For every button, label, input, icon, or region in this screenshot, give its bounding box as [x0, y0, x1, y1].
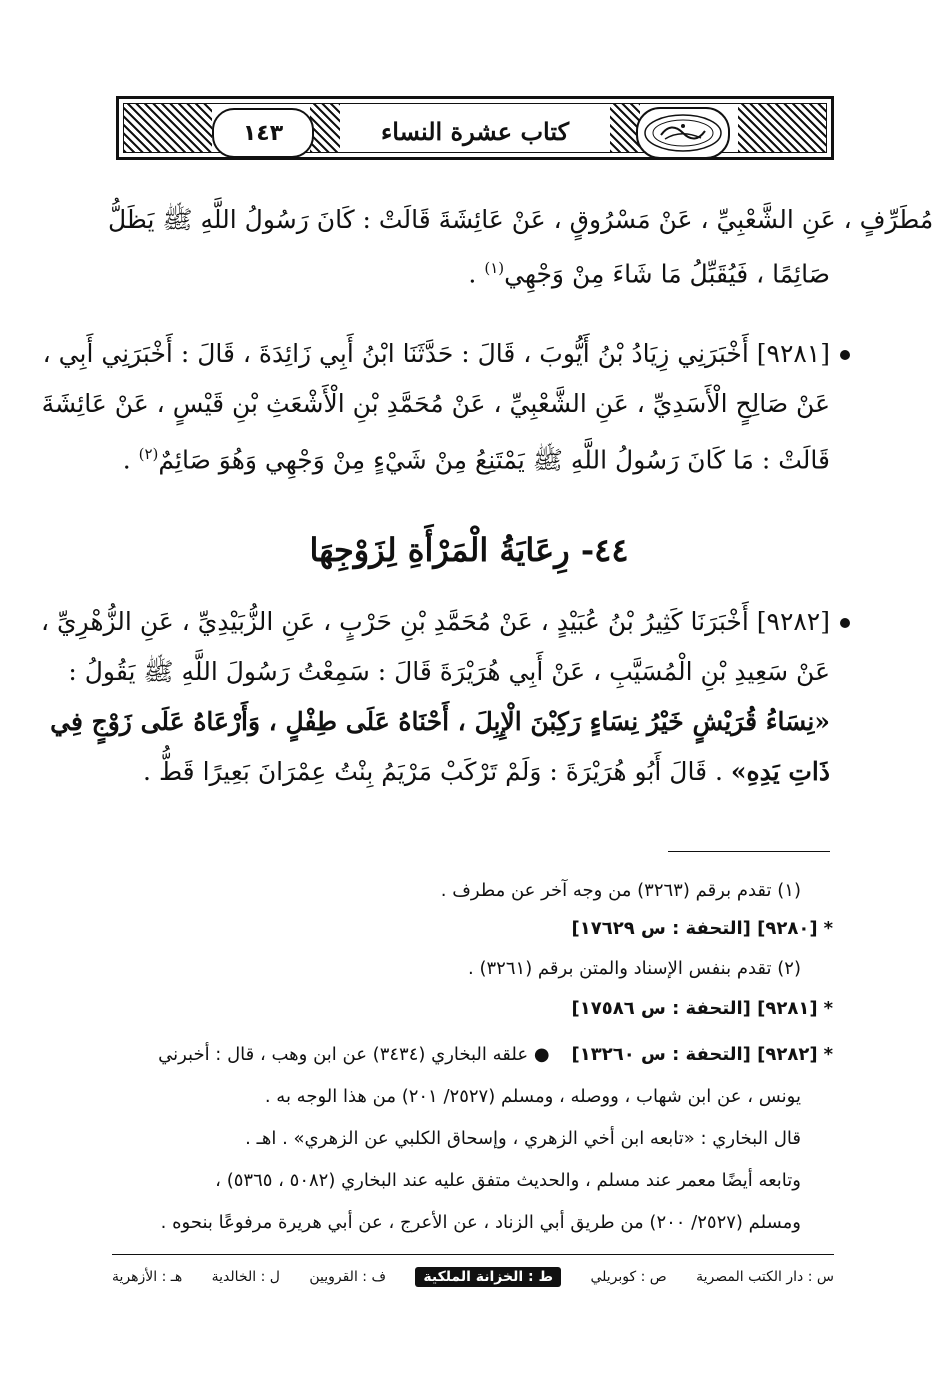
text-line-content: «نِسَاءُ قُرَيْشٍ خَيْرُ نِسَاءٍ رَكِبْنَ الْإِبِلَ ، أَحْنَاهُ عَلَى طِفْلٍ ، وَأَرْعَاهُ عَلَى زَوْجٍ فِي	[50, 707, 830, 736]
text-line-content: عَنْ سَعِيدِ بْنِ الْمُسَيَّبِ ، عَنْ أَبِي هُرَيْرَةَ قَالَ : سَمِعْتُ رَسُولَ اللَّهِ ﷺ يَقُولُ :	[68, 657, 830, 686]
text-line	[40, 602, 830, 642]
text-line-content: قَالَتْ : مَا كَانَ رَسُولُ اللَّهِ ﷺ يَمْتَنِعُ مِنْ شَيْءٍ مِنْ وَجْهِي وَهُوَ صَائِمٌ	[158, 445, 830, 475]
footnote-2: (٢) تقدم بنفس الإسناد والمتن برقم (٣٢٦١) .	[468, 958, 801, 979]
text-line	[68, 652, 830, 692]
footnote-text: [٩٢٨٢] [التحفة : س ١٣٢٦٠]	[571, 1044, 818, 1065]
book-title-box	[340, 108, 610, 154]
header-ornament-left	[124, 104, 212, 152]
manuscript-legend	[112, 1264, 834, 1290]
legend-t-highlight: ط : الخزانة الملكية	[415, 1267, 561, 1287]
legend-s: س : دار الكتب المصرية	[696, 1269, 834, 1285]
text-line	[41, 384, 830, 424]
header-frame	[123, 103, 827, 153]
text-line	[108, 752, 830, 792]
text-line	[50, 702, 830, 742]
bullet-icon	[840, 618, 850, 628]
text-line-content: [٩٢٨١] أَخْبَرَنِي زِيَادُ بْنُ أَيُّوبَ ، قَالَ : حَدَّثَنَا ابْنُ أَبِي زَائِدَةَ ، قَالَ : أَخْبَرَنِي أَبِي ،	[42, 339, 830, 368]
header-ornament-mid-left	[310, 104, 340, 152]
footnote-separator	[668, 851, 830, 852]
bullet-icon	[840, 350, 850, 360]
page-header-banner	[116, 96, 834, 160]
legend-l: ل : الخالدية	[211, 1269, 280, 1285]
text-line	[42, 334, 830, 374]
text-line: قَالَتْ : مَا كَانَ رَسُولُ اللَّهِ ﷺ يَمْتَنِعُ مِنْ شَيْءٍ مِنْ وَجْهِي وَهُوَ صَائِمٌ$^{(٢)}$ .	[122, 445, 830, 475]
footnote-line: وتابعه أيضًا معمر عند مسلم ، والحديث متفق عليه عند البخاري (٥٠٨٢ ، ٥٣٦٥) ،	[215, 1170, 801, 1191]
footnote-text: [٩٢٨١] [التحفة : س ١٧٥٨٦]	[571, 998, 818, 1019]
footnote-marker: (١)	[484, 259, 505, 277]
footnote-line: يونس ، عن ابن شهاب ، ووصله ، ومسلم (٢٥٢٧/ ٢٠١) من هذا الوجه به .	[264, 1086, 801, 1107]
text-line: صَائِمًا ، فَيُقَبِّلُ مَا شَاءَ مِنْ وَجْهِي$^{(١)}$ .	[468, 259, 830, 289]
text-line-content: صَائِمًا ، فَيُقَبِّلُ مَا شَاءَ مِنْ وَجْهِي	[504, 259, 830, 289]
legend-s2: ص : كوبريلي	[590, 1269, 667, 1285]
text-line-content: عَنْ صَالِحٍ الْأَسَدِيِّ ، عَنِ الشَّعْبِيِّ ، عَنْ مُحَمَّدِ بْنِ الْأَشْعَثِ بْنِ قَيْسٍ ، عَنْ عَائِشَةَ	[41, 389, 830, 418]
legend-separator	[112, 1254, 834, 1255]
legend-f: ف : القرويين	[309, 1269, 386, 1285]
footnote-takhrij-9282	[158, 1040, 833, 1070]
footnote-line: قال البخاري : «تابعه ابن أخي الزهري ، وإسحاق الكلبي عن الزهري» . اهـ .	[245, 1128, 801, 1149]
legend-h: هـ : الأزهرية	[112, 1269, 183, 1285]
footnote-text: [٩٢٨٠] [التحفة : س ١٧٦٢٩]	[571, 918, 818, 939]
hadith-quote-end: ذَاتِ يَدِهِ»	[730, 757, 830, 786]
star-icon: *	[823, 1044, 833, 1065]
footnote-text: ● علقه البخاري (٣٤٣٤) عن ابن وهب ، قال : أخبرني	[158, 1044, 550, 1065]
footnote-takhrij-9281	[572, 994, 833, 1024]
page-number-cartouche	[212, 108, 314, 158]
star-icon: *	[823, 998, 833, 1019]
text-line-content: مُطَرِّفٍ ، عَنِ الشَّعْبِيِّ ، عَنْ مَسْرُوقٍ ، عَنْ عَائِشَةَ قَالَتْ : كَانَ رَسُولُ اللَّهِ ﷺ يَظَلُّ	[108, 205, 934, 234]
ornamental-seal-icon	[636, 107, 730, 159]
header-ornament-right	[738, 104, 826, 152]
text-line-content: [٩٢٨٢] أَخْبَرَنَا كَثِيرُ بْنُ عُبَيْدٍ ، عَنْ مُحَمَّدِ بْنِ حَرْبٍ ، عَنِ الزُّبَيْدِيِّ ، عَنِ الزُّهْرِيِّ ،	[40, 607, 830, 636]
text-line-content: . قَالَ أَبُو هُرَيْرَةَ : وَلَمْ تَرْكَبْ مَرْيَمُ بِنْتُ عِمْرَانَ بَعِيرًا قَطُّ .	[143, 757, 731, 786]
footnote-marker: (٢)	[138, 445, 159, 463]
book-title: كتاب عشرة النساء	[380, 116, 570, 146]
footnote-takhrij-9280	[572, 914, 833, 944]
footnote-line: ومسلم (٢٥٢٧/ ٢٠٠) من طريق أبي الزناد ، عن الأعرج ، عن أبي هريرة مرفوعًا بنحوه .	[160, 1212, 801, 1233]
chapter-heading: ٤٤- رِعَايَةُ الْمَرْأَةِ لِزَوْجِهَا	[309, 531, 629, 569]
footnote-1: (١) تقدم برقم (٣٢٦٣) من وجه آخر عن مطرف .	[440, 880, 801, 901]
text-line	[108, 200, 934, 240]
star-icon: *	[823, 918, 833, 939]
page-number: ١٤٣	[242, 120, 284, 146]
